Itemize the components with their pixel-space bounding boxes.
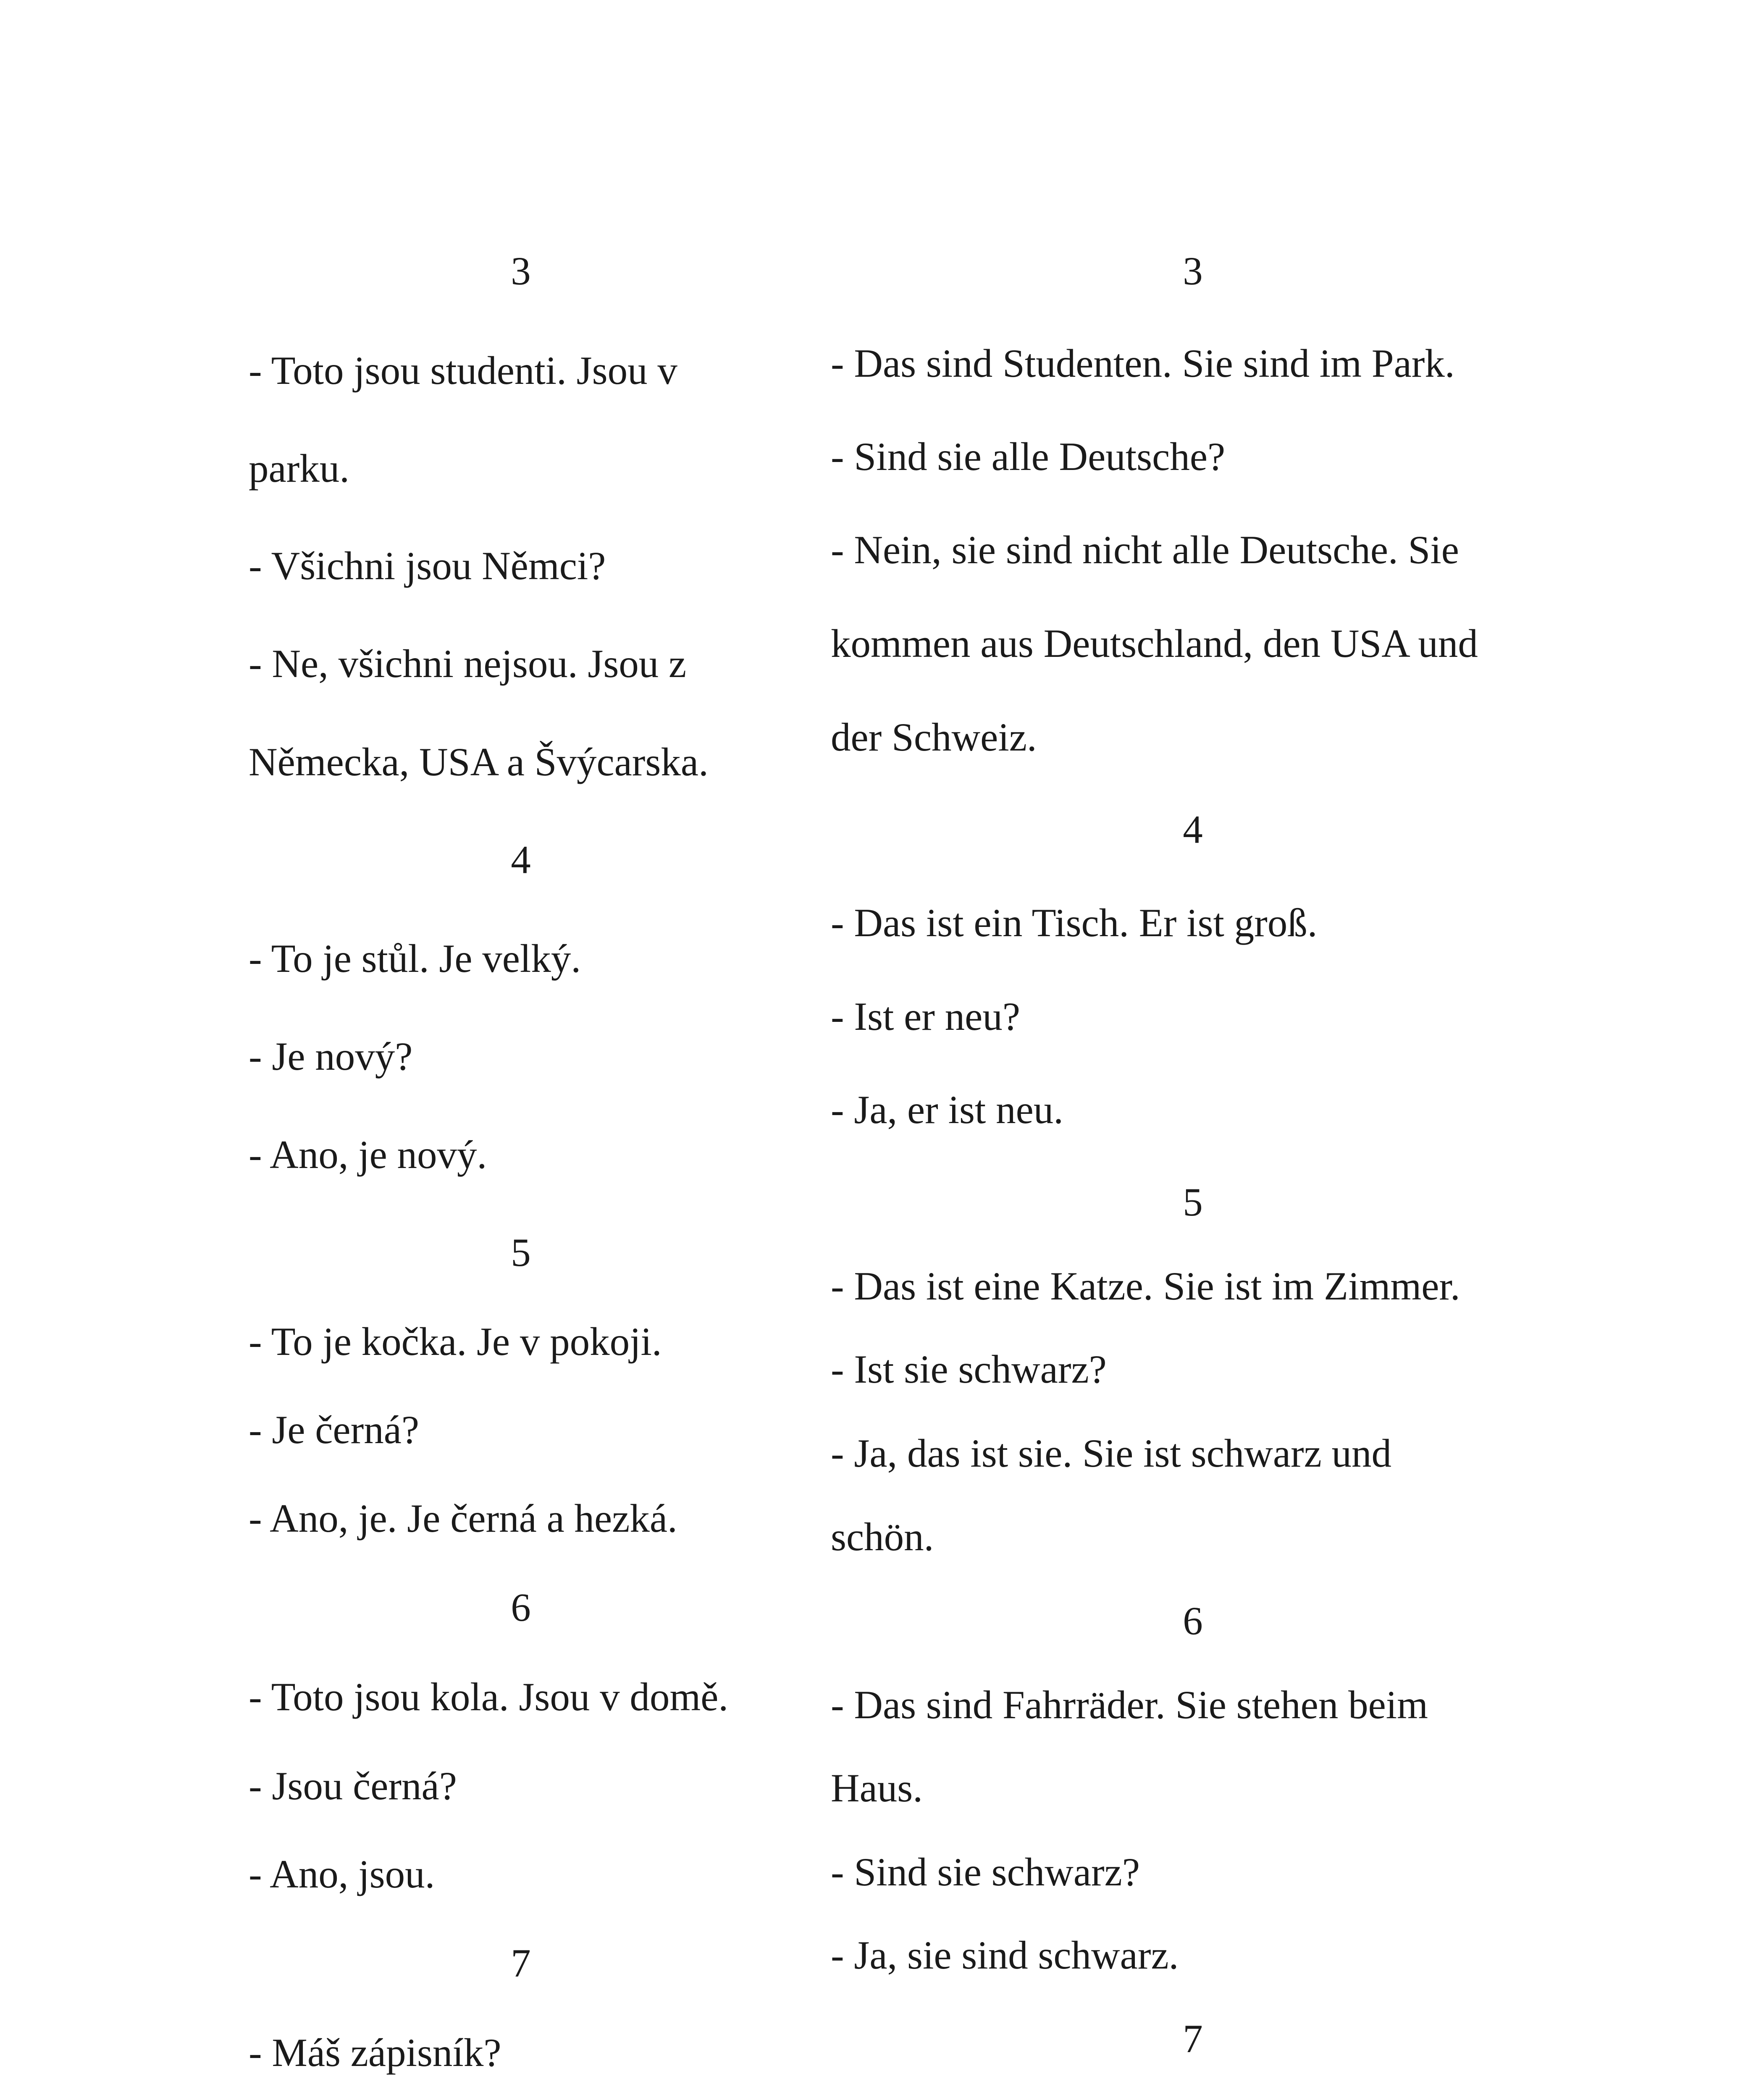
czech-text-line: parku. [249, 446, 350, 491]
german-text-line: - Ist er neu? [831, 994, 1021, 1039]
german-section-number: 3 [1183, 249, 1203, 293]
czech-text-line: - Toto jsou kola. Jsou v domě. [249, 1675, 729, 1719]
czech-text-line: - Toto jsou studenti. Jsou v [249, 348, 677, 393]
german-text-line: - Das ist eine Katze. Sie ist im Zimmer. [831, 1264, 1460, 1308]
czech-section-number: 5 [511, 1230, 531, 1275]
german-text-line: - Das sind Studenten. Sie sind im Park. [831, 341, 1455, 386]
german-text-line: der Schweiz. [831, 715, 1037, 759]
german-text-line: - Sind sie alle Deutsche? [831, 434, 1226, 479]
czech-text-line: - To je kočka. Je v pokoji. [249, 1319, 662, 1364]
german-text-line: - Das ist ein Tisch. Er ist groß. [831, 900, 1318, 945]
czech-text-line: - To je stůl. Je velký. [249, 936, 581, 981]
czech-text-line: - Ano, jsou. [249, 1852, 435, 1896]
czech-text-line: - Je černá? [249, 1407, 420, 1452]
german-text-line: - Ja, sie sind schwarz. [831, 1933, 1179, 1977]
czech-section-number: 3 [511, 249, 531, 293]
czech-text-line: - Ano, je nový. [249, 1132, 487, 1177]
czech-section-number: 6 [511, 1585, 531, 1630]
german-text-line: - Ist sie schwarz? [831, 1347, 1107, 1391]
czech-section-number: 4 [511, 837, 531, 882]
czech-section-number: 7 [511, 1941, 531, 1985]
german-text-line: - Ja, das ist sie. Sie ist schwarz und [831, 1431, 1392, 1475]
german-section-number: 5 [1183, 1180, 1203, 1224]
german-text-line: - Ja, er ist neu. [831, 1087, 1063, 1132]
czech-text-line: - Ano, je. Je černá a hezká. [249, 1496, 677, 1541]
czech-text-line: - Máš zápisník? [249, 2030, 501, 2075]
czech-text-line: - Ne, všichni nejsou. Jsou z [249, 641, 687, 686]
czech-text-line: - Jsou černá? [249, 1764, 457, 1808]
czech-text-line: - Je nový? [249, 1034, 413, 1079]
czech-text-line: Německa, USA a Švýcarska. [249, 740, 709, 784]
german-text-line: schön. [831, 1515, 934, 1559]
german-text-line: Haus. [831, 1766, 923, 1810]
german-section-number: 4 [1183, 807, 1203, 852]
german-text-line: - Sind sie schwarz? [831, 1850, 1140, 1894]
german-section-number: 6 [1183, 1599, 1203, 1643]
german-section-number: 7 [1183, 2016, 1203, 2061]
german-text-line: - Nein, sie sind nicht alle Deutsche. Sie [831, 528, 1459, 572]
czech-text-line: - Všichni jsou Němci? [249, 543, 606, 588]
german-text-line: - Das sind Fahrräder. Sie stehen beim [831, 1683, 1428, 1727]
german-text-line: kommen aus Deutschland, den USA und [831, 621, 1478, 666]
